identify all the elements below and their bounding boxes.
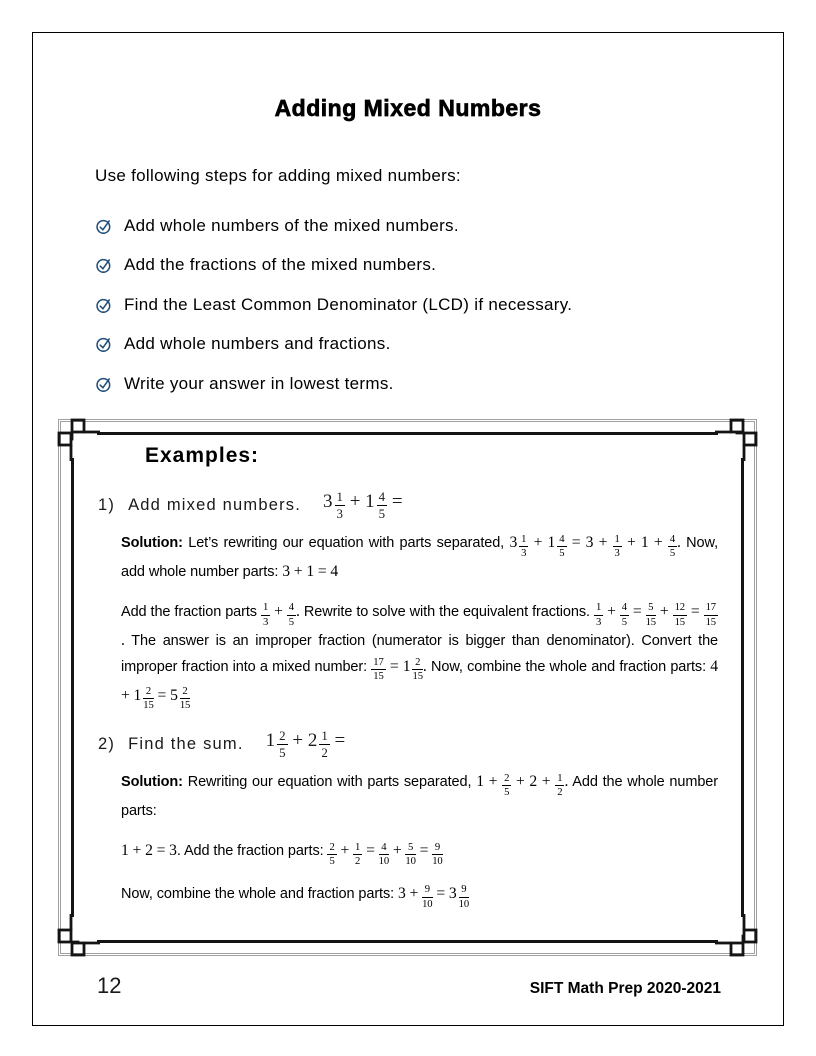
text-run: Solution:	[121, 535, 189, 552]
fraction: $\frac{9}{10}$	[422, 884, 433, 910]
text-run: Now, add whole number parts:	[121, 535, 719, 580]
fraction: 3 $\frac{9}{10}$	[448, 884, 470, 910]
step-text: Add whole numbers of the mixed numbers.	[124, 215, 459, 235]
footer-title: SIFT Math Prep 2020-2021	[529, 980, 721, 997]
example-number: 1)	[98, 495, 116, 514]
examples-box	[58, 419, 757, 956]
math-text: 3 +	[398, 885, 423, 903]
example-equation	[323, 490, 403, 520]
step-item	[95, 325, 783, 365]
math-text: + 1 +	[621, 534, 668, 552]
fraction: 1 $\frac{2}{15}$	[133, 685, 154, 712]
text-run: Let’s rewriting our equation with parts separated,	[188, 535, 510, 552]
text-run: Add the whole number parts:	[121, 774, 718, 820]
math-text: 3 + 1 = 4	[282, 562, 339, 580]
math-text: 1 + 2 = 3	[121, 842, 177, 860]
box-border-left	[71, 458, 74, 917]
text-run: Solution:	[121, 774, 188, 791]
step-item	[95, 285, 783, 325]
step-item	[95, 246, 783, 286]
border-corner-ornament-icon	[52, 914, 100, 962]
border-corner-ornament-icon	[715, 413, 763, 461]
page-border	[32, 32, 784, 1026]
math-text: .	[121, 631, 125, 649]
fraction: $\frac{5}{15}$	[645, 602, 656, 628]
fraction: 3 $\frac{1}{3}$	[509, 533, 527, 559]
math-text: =	[687, 602, 704, 620]
fraction: $\frac{17}{15}$	[373, 657, 384, 683]
solution-paragraph	[121, 530, 718, 585]
fraction: 2 $\frac{1}{2}$	[307, 728, 328, 760]
check-circle-icon	[95, 217, 113, 235]
fraction: $\frac{9}{10}$	[432, 841, 443, 867]
example-equation	[266, 729, 346, 759]
text-run: Now, combine the whole and fraction parts:	[426, 658, 711, 675]
fraction: $\frac{1}{2}$	[557, 772, 563, 799]
math-text: +	[287, 730, 308, 752]
fraction: $\frac{4}{5}$	[288, 602, 294, 628]
math-text: +	[336, 842, 354, 860]
border-corner-ornament-icon	[715, 914, 763, 962]
math-text: +	[603, 602, 620, 620]
fraction: $\frac{2}{5}$	[329, 841, 335, 867]
math-text: =	[329, 730, 346, 752]
fraction: 3 $\frac{1}{3}$	[323, 489, 343, 521]
math-text: =	[153, 686, 171, 704]
fraction: $\frac{4}{5}$	[621, 602, 627, 628]
fraction: $\frac{1}{3}$	[262, 602, 269, 628]
fraction: $\frac{12}{15}$	[674, 602, 686, 628]
fraction: 5 $\frac{2}{15}$	[170, 685, 191, 712]
math-text: + 2 +	[511, 773, 556, 791]
page-footer	[97, 973, 721, 999]
text-run: The answer is an improper fraction (numerator is bigger than denominator). Convert the improper fraction into a mixed number:	[121, 632, 718, 675]
text-run: Rewriting our equation with parts separated,	[187, 774, 477, 791]
math-text: .	[296, 602, 300, 620]
fraction: 1 $\frac{4}{5}$	[365, 489, 386, 521]
step-item	[95, 364, 783, 404]
math-text: =	[385, 657, 403, 675]
fraction: $\frac{17}{15}$	[705, 602, 717, 628]
box-border-right	[741, 458, 744, 917]
example-1-header	[98, 490, 718, 520]
example-1	[98, 490, 718, 711]
box-border-top	[97, 432, 718, 435]
math-text: +	[344, 491, 366, 513]
fraction: 1 $\frac{4}{5}$	[547, 533, 565, 559]
math-text: +	[656, 602, 673, 620]
text-run: . Add the fraction parts:	[176, 843, 328, 860]
math-text: 4 +	[121, 657, 718, 704]
intro-text: Use following steps for adding mixed numbers:	[95, 166, 461, 185]
text-run: Rewrite to solve with the equivalent fractions.	[299, 603, 594, 620]
steps-list	[95, 206, 783, 404]
step-text: Write your answer in lowest terms.	[124, 373, 394, 393]
example-prompt: Find the sum.	[128, 734, 244, 753]
check-circle-icon	[95, 296, 113, 314]
example-2	[98, 729, 718, 910]
check-circle-icon	[95, 256, 113, 274]
fraction: $\frac{5}{10}$	[405, 841, 416, 867]
check-circle-icon	[95, 335, 113, 353]
text-run: Now, combine the whole and fraction parts:	[121, 886, 398, 903]
fraction: $\frac{1}{3}$	[614, 533, 620, 559]
fraction: $\frac{1}{3}$	[595, 602, 602, 628]
step-text: Add the fractions of the mixed numbers.	[124, 255, 437, 275]
fraction: $\frac{4}{10}$	[378, 841, 390, 867]
page-number: 12	[97, 973, 122, 998]
fraction: 1 $\frac{2}{15}$	[402, 657, 423, 683]
math-text: .	[564, 773, 569, 791]
solution-paragraph	[121, 881, 718, 910]
step-text: Add whole numbers and fractions.	[124, 334, 391, 354]
example-number: 2)	[98, 734, 116, 753]
solution-paragraph	[121, 769, 718, 824]
examples-content	[61, 468, 754, 910]
solution-paragraph	[121, 838, 718, 867]
math-text: =	[628, 602, 646, 620]
fraction: $\frac{4}{5}$	[669, 533, 676, 559]
math-text: +	[270, 602, 287, 620]
text-run: Add the fraction parts	[121, 603, 261, 620]
fraction: $\frac{1}{2}$	[355, 841, 361, 867]
math-text: = 3 +	[566, 534, 613, 552]
check-circle-icon	[95, 375, 113, 393]
border-corner-ornament-icon	[52, 413, 100, 461]
math-text: .	[422, 657, 427, 675]
page-title: Adding Mixed Numbers	[274, 95, 542, 121]
fraction: 1 $\frac{2}{5}$	[265, 728, 286, 760]
math-text: +	[528, 534, 548, 552]
examples-heading: Examples:	[145, 444, 260, 467]
fraction: $\frac{2}{5}$	[504, 772, 510, 799]
math-text: =	[415, 842, 433, 860]
math-text: =	[432, 885, 449, 903]
math-text: +	[389, 842, 406, 860]
math-text: 1 +	[476, 773, 503, 791]
solution-paragraph	[121, 599, 718, 711]
math-text: =	[362, 842, 379, 860]
math-text: .	[677, 534, 681, 552]
step-text: Find the Least Common Denominator (LCD) if necessary.	[124, 294, 573, 314]
example-prompt: Add mixed numbers.	[128, 495, 301, 514]
step-item	[95, 206, 783, 246]
example-2-header	[98, 729, 718, 759]
math-text: =	[387, 491, 403, 513]
box-border-bottom	[97, 940, 718, 943]
